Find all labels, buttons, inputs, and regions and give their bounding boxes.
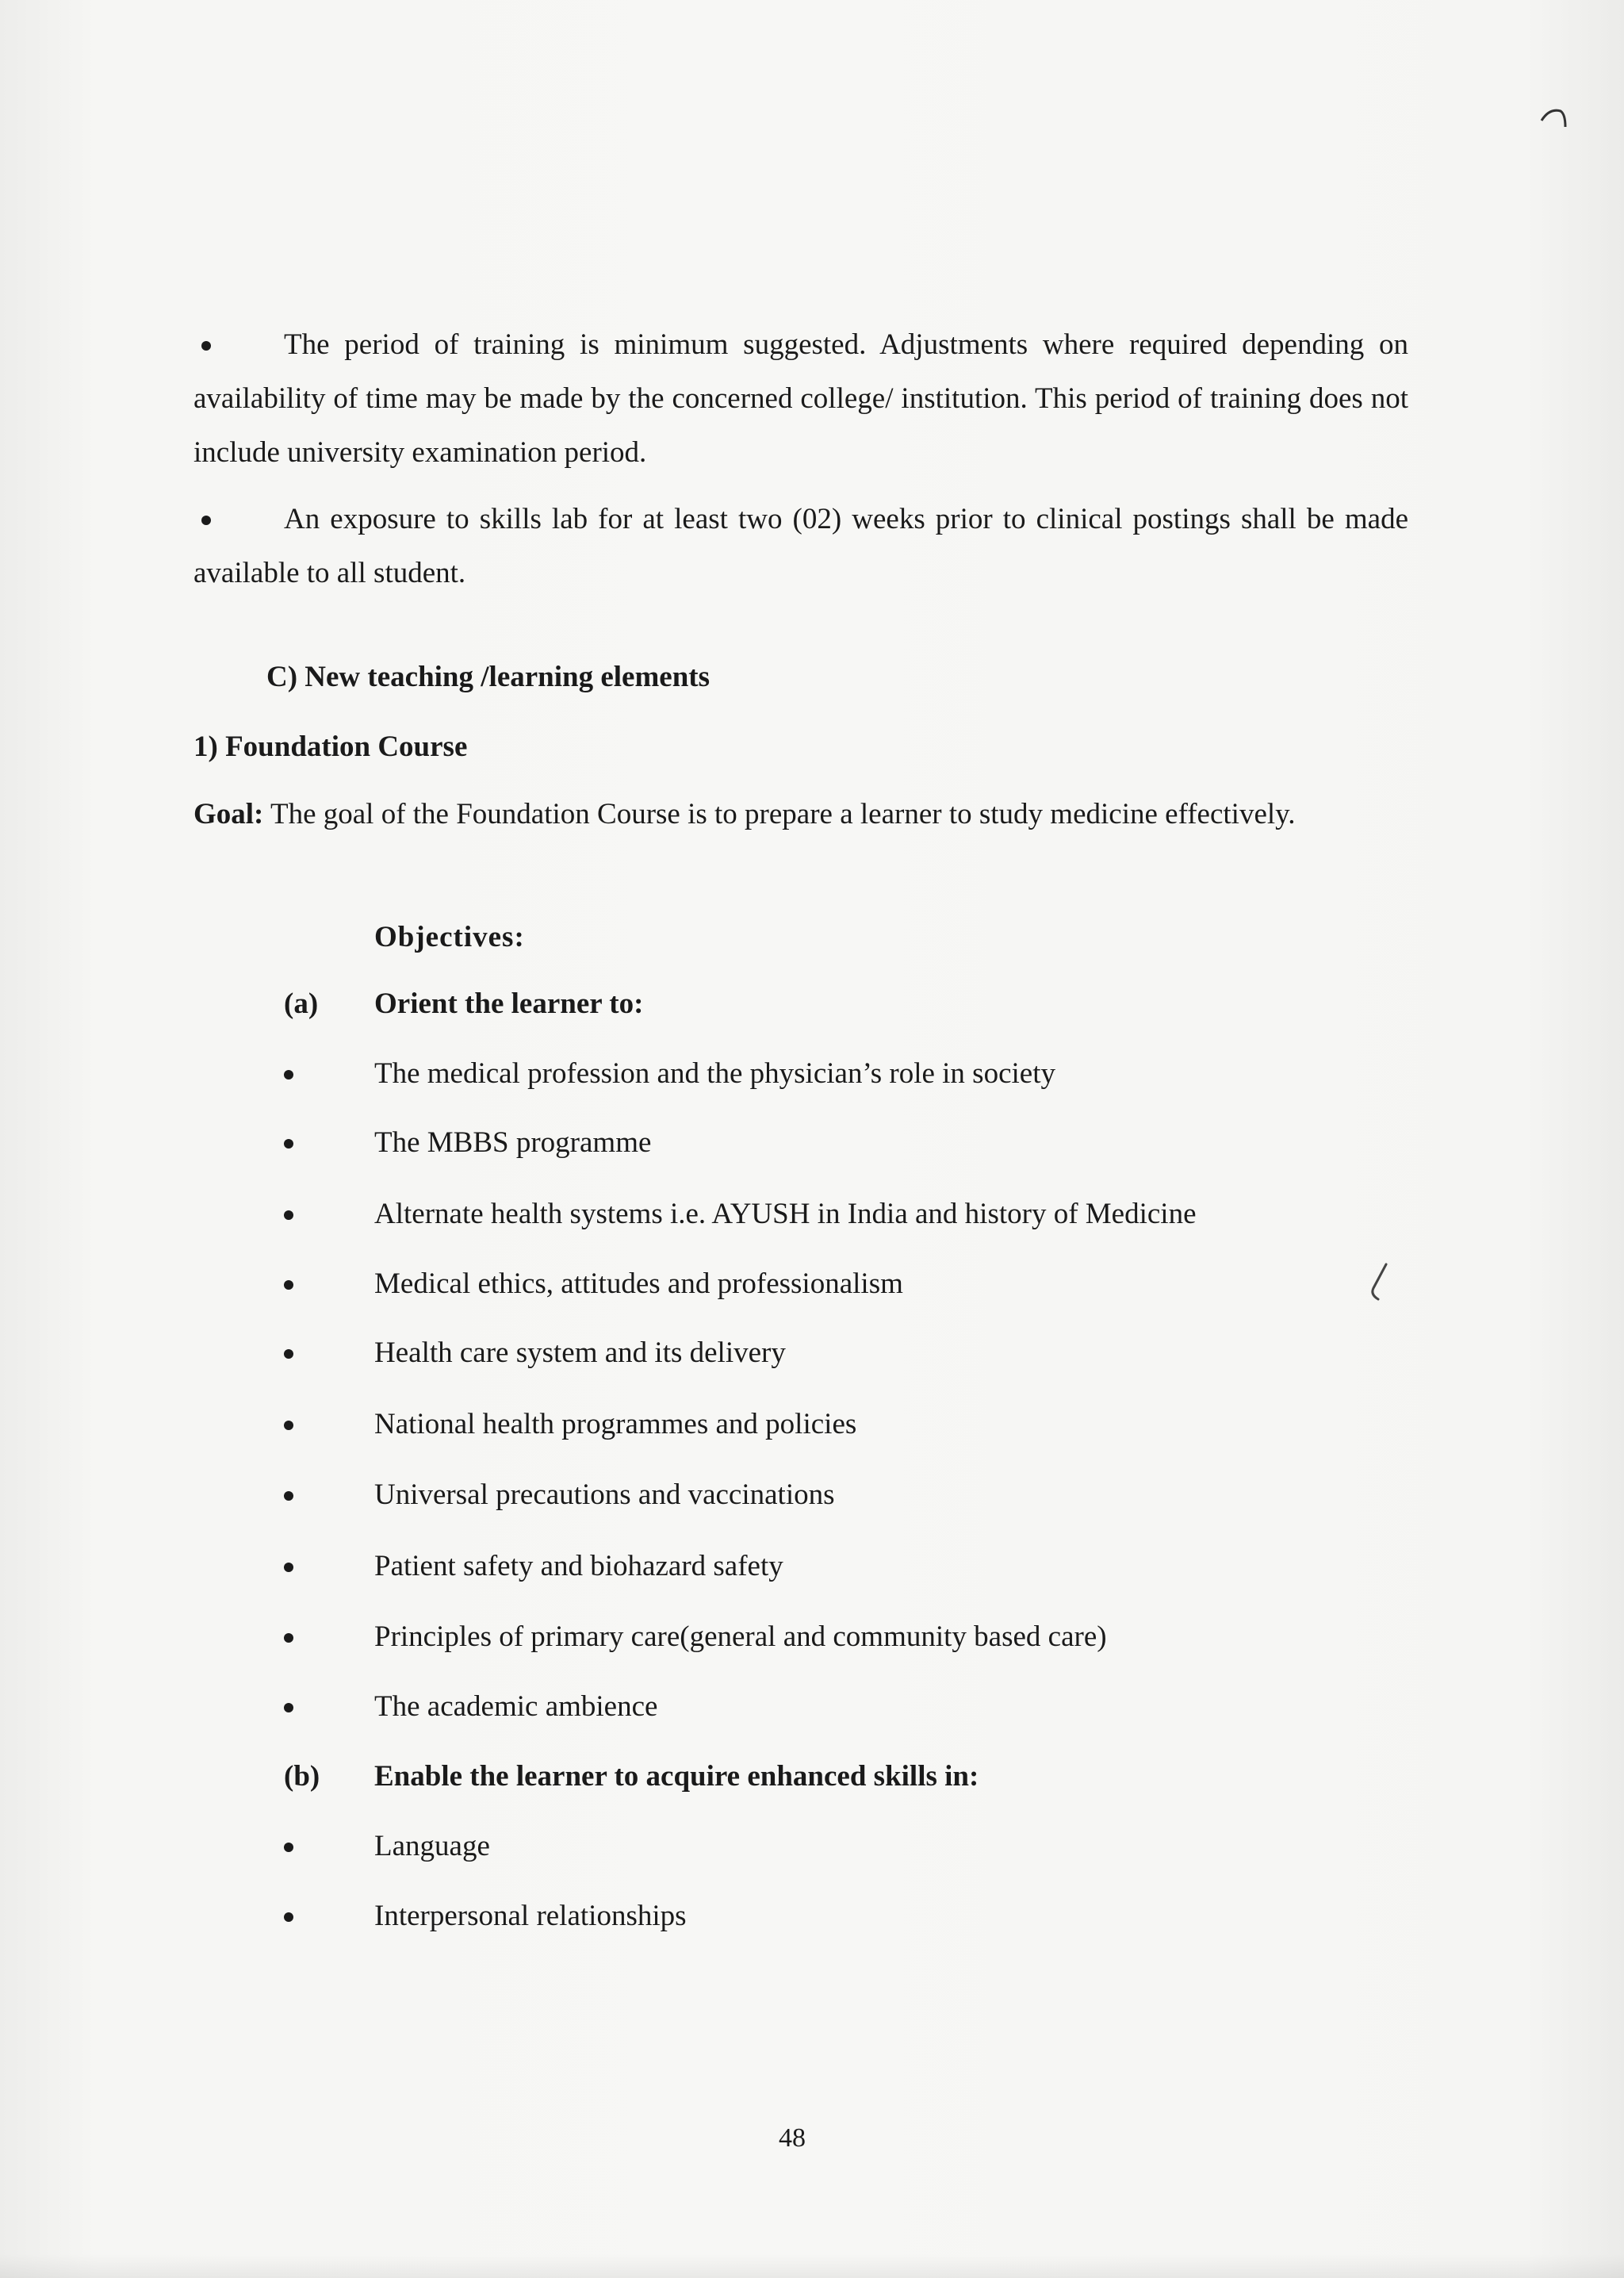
list-item-text: Principles of primary care(general and community based care) xyxy=(374,1620,1107,1653)
bullet-icon xyxy=(284,1055,316,1093)
foundation-course-heading: 1) Foundation Course xyxy=(193,731,468,763)
bullet-icon xyxy=(284,1195,316,1233)
list-item xyxy=(284,1476,1473,1514)
bullet-icon xyxy=(284,1124,316,1162)
list-item-text: Patient safety and biohazard safety xyxy=(374,1550,783,1582)
list-item xyxy=(284,1195,1473,1233)
list-item xyxy=(284,1124,1473,1162)
goal-paragraph xyxy=(193,788,1304,842)
list-item-text: Alternate health systems i.e. AYUSH in India and history of Medicine xyxy=(374,1198,1197,1230)
paragraph-text: An exposure to skills lab for at least two (02) weeks prior to clinical postings shall be made available to all student. xyxy=(193,503,1408,589)
scan-shadow xyxy=(0,2254,1624,2278)
list-item xyxy=(284,1265,1473,1303)
list-item-text: Universal precautions and vaccinations xyxy=(374,1478,835,1511)
bullet-icon xyxy=(284,1406,316,1444)
list-item xyxy=(284,1827,1473,1866)
objectives-label: Objectives: xyxy=(374,921,525,953)
bullet-icon xyxy=(284,1334,316,1372)
bullet-icon xyxy=(284,1547,316,1586)
list-item-text: Medical ethics, attitudes and professionalism xyxy=(374,1267,903,1300)
group-b-header xyxy=(284,1758,1473,1796)
paragraph-training-period xyxy=(193,318,1408,480)
handwritten-tick-icon xyxy=(1364,1260,1396,1307)
list-item xyxy=(284,1897,1473,1935)
group-a-marker: (a) xyxy=(284,988,319,1020)
list-item-text: The MBBS programme xyxy=(374,1126,652,1159)
bullet-icon xyxy=(284,1265,316,1303)
group-b-marker: (b) xyxy=(284,1760,320,1793)
list-item xyxy=(284,1618,1473,1656)
scan-mark-icon xyxy=(1538,103,1570,135)
list-item-text: Interpersonal relationships xyxy=(374,1900,687,1932)
paragraph-text: The period of training is minimum suggested. Adjustments where required depending on availability of time may be made by the concerned college/ institution. This period of training does not include university examination period. xyxy=(193,328,1408,469)
group-b-label: Enable the learner to acquire enhanced skills in: xyxy=(374,1760,979,1793)
bullet-icon xyxy=(193,318,284,372)
list-item-text: Language xyxy=(374,1830,490,1862)
goal-label: Goal: xyxy=(193,798,264,830)
bullet-icon xyxy=(284,1618,316,1656)
list-item xyxy=(284,1406,1473,1444)
group-a-label: Orient the learner to: xyxy=(374,988,644,1020)
page-number: 48 xyxy=(779,2123,806,2153)
bullet-icon xyxy=(284,1827,316,1866)
section-heading: C) New teaching /learning elements xyxy=(266,661,710,693)
list-item-text: The academic ambience xyxy=(374,1690,658,1723)
list-item-text: National health programmes and policies xyxy=(374,1408,857,1440)
list-item xyxy=(284,1055,1473,1093)
list-item xyxy=(284,1334,1473,1372)
goal-text: The goal of the Foundation Course is to prepare a learner to study medicine effectively. xyxy=(263,798,1296,830)
group-a-header xyxy=(284,985,1473,1023)
list-item-text: The medical profession and the physician’s role in society xyxy=(374,1057,1055,1090)
list-item xyxy=(284,1547,1473,1586)
paragraph-skills-lab xyxy=(193,493,1408,600)
bullet-icon xyxy=(284,1476,316,1514)
list-item-text: Health care system and its delivery xyxy=(374,1337,786,1369)
list-item xyxy=(284,1688,1473,1726)
bullet-icon xyxy=(284,1897,316,1935)
bullet-icon xyxy=(193,493,284,546)
bullet-icon xyxy=(284,1688,316,1726)
